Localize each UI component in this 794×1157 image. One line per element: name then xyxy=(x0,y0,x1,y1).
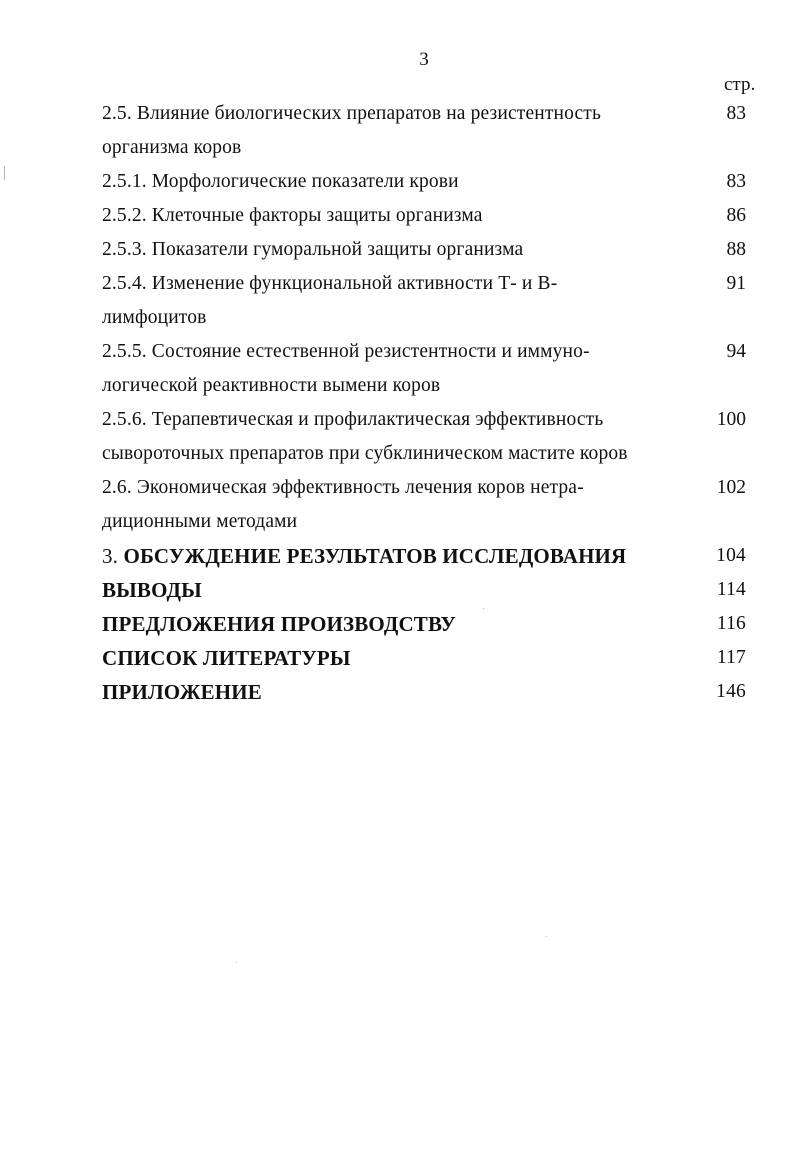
scan-speck xyxy=(236,962,237,963)
toc-entry-title-line: логической реактивности вымени коров xyxy=(102,375,441,396)
toc-entry-page: 117 xyxy=(716,647,746,668)
toc-entry-title: 2.5.1. Морфологические показатели крови xyxy=(102,171,459,192)
toc-entry-2-5-1 xyxy=(102,165,752,199)
toc-entry-page: 83 xyxy=(726,103,746,124)
toc-entry-number: 3. xyxy=(102,544,119,568)
toc-entry-title xyxy=(102,471,677,539)
toc-entry-proposals xyxy=(102,607,752,641)
toc-entry-page: 94 xyxy=(726,341,746,362)
toc-entry-title-line: диционными методами xyxy=(102,511,298,532)
toc-entry-2-5-5 xyxy=(102,335,752,403)
toc-entry-title xyxy=(102,267,677,335)
toc-entry-page: 88 xyxy=(726,239,746,260)
toc-entry-references xyxy=(102,641,752,675)
scan-speck xyxy=(483,608,484,609)
toc-entry-title: ПРИЛОЖЕНИЕ xyxy=(102,680,262,704)
toc-entry-2-6 xyxy=(102,471,752,539)
toc-entry-page: 114 xyxy=(716,579,746,600)
toc-entry-2-5-2 xyxy=(102,199,752,233)
toc-entry-title: ВЫВОДЫ xyxy=(102,578,202,602)
toc-entry-title xyxy=(102,539,677,573)
toc-entry-title: 2.5. Влияние биологических препаратов на резистентность организма коров xyxy=(102,103,602,158)
toc-entry-page: 100 xyxy=(716,409,746,430)
toc-entry-2-5-6 xyxy=(102,403,752,471)
toc-entry-page: 116 xyxy=(716,613,746,634)
toc-entry-title: 2.5.2. Клеточные факторы защиты организма xyxy=(102,205,483,226)
scan-speck xyxy=(546,936,547,937)
toc-entry-2-5-4 xyxy=(102,267,752,335)
table-of-contents xyxy=(102,97,752,709)
toc-entry-2-5 xyxy=(102,97,752,165)
toc-entry-title-line: 2.5.5. Состояние естественной резистентности и иммуно- xyxy=(102,341,590,362)
toc-entry-title: 2.5.3. Показатели гуморальной защиты организма xyxy=(102,239,524,260)
toc-entry-appendix xyxy=(102,675,752,709)
toc-entry-page: 86 xyxy=(726,205,746,226)
toc-entry-title-text: ОБСУЖДЕНИЕ РЕЗУЛЬТАТОВ ИССЛЕДОВАНИЯ xyxy=(123,544,627,568)
toc-entry-title-line: 2.6. Экономическая эффективность лечения коров нетра- xyxy=(102,477,584,498)
pages-column-header: стр. xyxy=(724,74,756,95)
toc-entry-title-line: лимфоцитов xyxy=(102,307,207,328)
toc-entry-title: ПРЕДЛОЖЕНИЯ ПРОИЗВОДСТВУ xyxy=(102,612,456,636)
page-number: 3 xyxy=(419,49,429,70)
toc-entry-title-line: 2.5.4. Изменение функциональной активности Т- и В- xyxy=(102,273,558,294)
toc-entry-title: 2.5.6. Терапевтическая и профилактическая эффективность сывороточных препаратов при субклиническом мастите коров xyxy=(102,409,628,464)
toc-entry-title: СПИСОК ЛИТЕРАТУРЫ xyxy=(102,646,351,670)
toc-entry-title xyxy=(102,335,677,403)
toc-entry-page: 104 xyxy=(716,545,746,566)
toc-entry-3-discussion xyxy=(102,539,752,573)
toc-entry-page: 102 xyxy=(716,477,746,498)
toc-entry-page: 91 xyxy=(726,273,746,294)
toc-entry-page: 146 xyxy=(716,681,746,702)
toc-entry-2-5-3 xyxy=(102,233,752,267)
toc-entry-page: 83 xyxy=(726,171,746,192)
toc-entry-conclusions xyxy=(102,573,752,607)
scan-speck xyxy=(4,166,5,180)
